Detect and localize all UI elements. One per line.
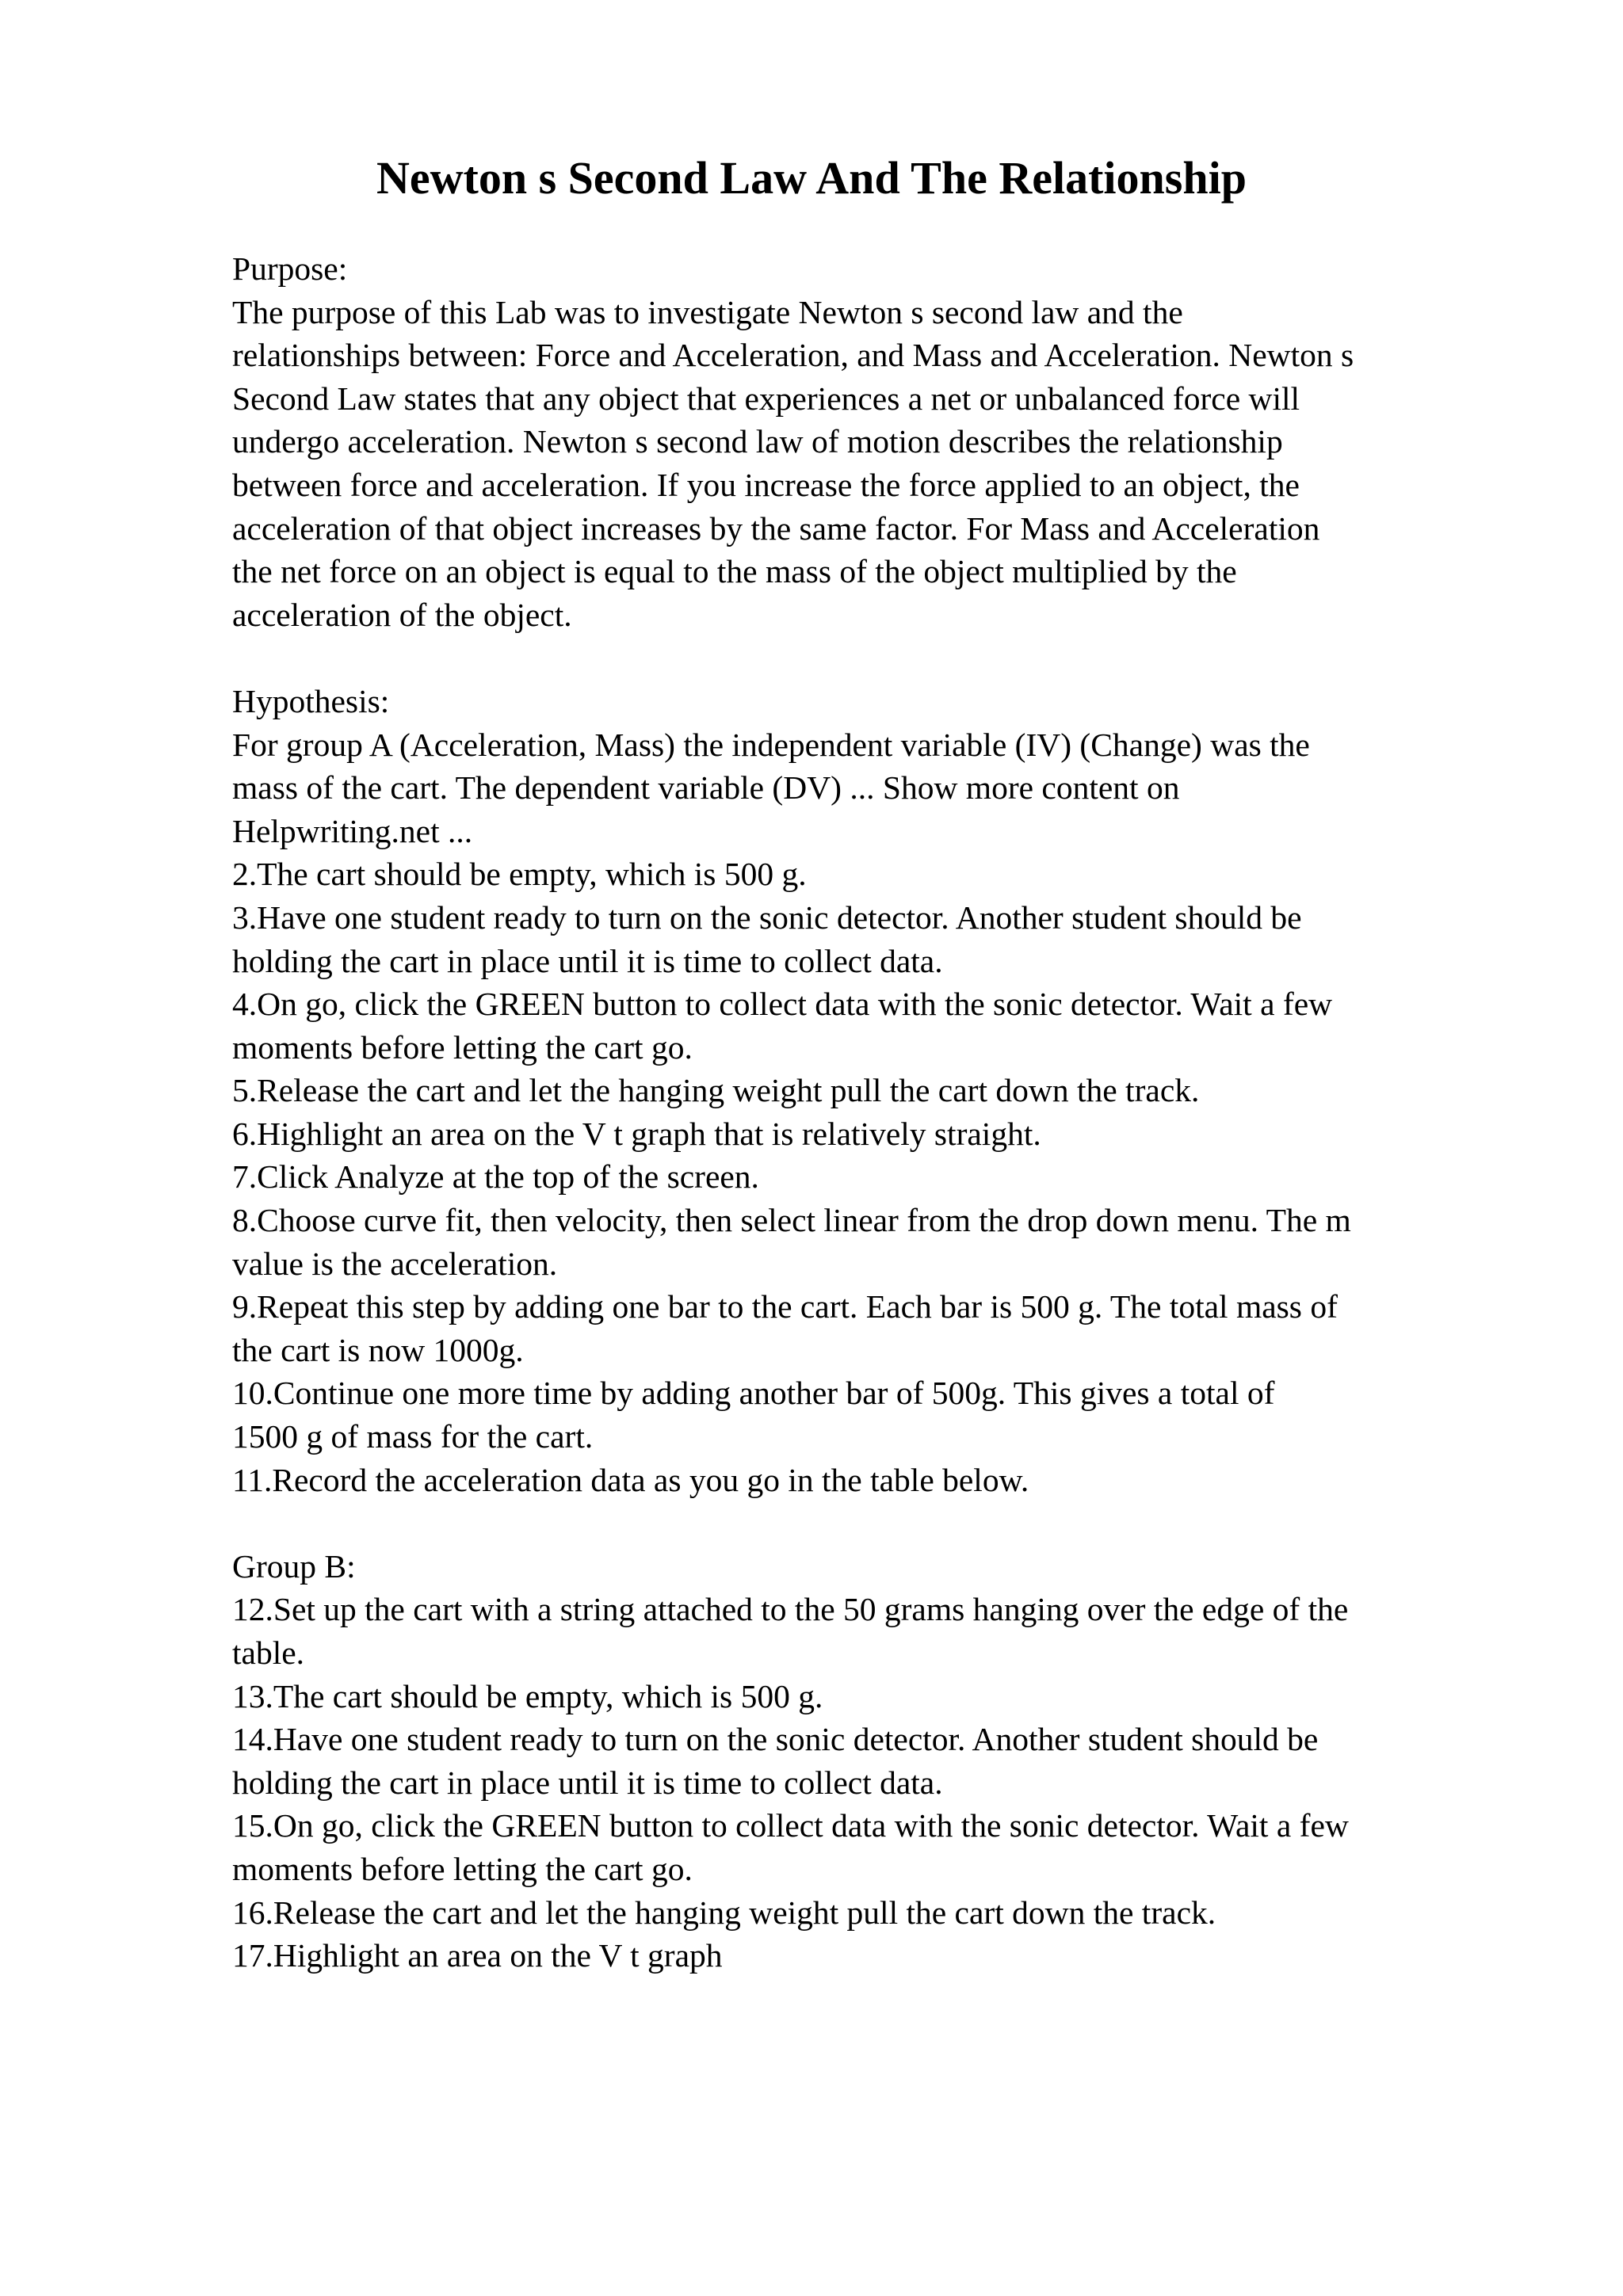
step-line: 15.On go, click the GREEN button to collect data with the sonic detector. Wait a few <box>232 1807 1349 1844</box>
step-line: table. <box>232 1634 305 1671</box>
paragraph-line: acceleration of the object. <box>232 596 572 633</box>
hypothesis-heading: Hypothesis: <box>232 682 390 719</box>
step-line: holding the cart in place until it is time to collect data. <box>232 942 943 979</box>
step-line: 17.Highlight an area on the V t graph <box>232 1937 723 1974</box>
hypothesis-section <box>232 680 1579 1501</box>
step-line: 8.Choose curve fit, then velocity, then select linear from the drop down menu. The m <box>232 1202 1351 1239</box>
paragraph-line: Helpwriting.net ... <box>232 812 473 849</box>
section-spacer <box>232 1501 1579 1545</box>
group-b-heading: Group B: <box>232 1547 356 1585</box>
document-title: Newton s Second Law And The Relationship <box>376 152 1247 204</box>
step-line: 6.Highlight an area on the V t graph that is relatively straight. <box>232 1115 1041 1152</box>
step-line: 3.Have one student ready to turn on the sonic detector. Another student should be <box>232 898 1302 936</box>
paragraph-line: mass of the cart. The dependent variable (DV) ... Show more content on <box>232 769 1180 807</box>
step-line: 10.Continue one more time by adding another bar of 500g. This gives a total of <box>232 1375 1275 1412</box>
section-spacer <box>232 636 1579 680</box>
purpose-section <box>232 247 1579 636</box>
paragraph-line: between force and acceleration. If you increase the force applied to an object, the <box>232 466 1300 503</box>
paragraph-line: Second Law states that any object that experiences a net or unbalanced force will <box>232 379 1300 417</box>
document-body <box>232 247 1579 1978</box>
step-line: moments before letting the cart go. <box>232 1850 693 1887</box>
step-line: 11.Record the acceleration data as you go in the table below. <box>232 1461 1029 1498</box>
step-line: 5.Release the cart and let the hanging weight pull the cart down the track. <box>232 1072 1200 1109</box>
paragraph-line: The purpose of this Lab was to investigate Newton s second law and the <box>232 293 1183 330</box>
step-line: 16.Release the cart and let the hanging weight pull the cart down the track. <box>232 1894 1216 1931</box>
step-line: 12.Set up the cart with a string attached to the 50 grams hanging over the edge of the <box>232 1591 1349 1628</box>
paragraph-line: relationships between: Force and Acceleration, and Mass and Acceleration. Newton s <box>232 337 1354 374</box>
step-line: holding the cart in place until it is time to collect data. <box>232 1764 943 1801</box>
step-line: 2.The cart should be empty, which is 500 g. <box>232 856 807 893</box>
step-line: 13.The cart should be empty, which is 500 g. <box>232 1677 823 1714</box>
step-line: value is the acceleration. <box>232 1245 558 1282</box>
step-line: 1500 g of mass for the cart. <box>232 1418 594 1455</box>
step-line: moments before letting the cart go. <box>232 1028 693 1066</box>
step-line: 7.Click Analyze at the top of the screen. <box>232 1158 759 1196</box>
paragraph-line: acceleration of that object increases by the same factor. For Mass and Acceleration <box>232 509 1320 547</box>
paragraph-line: the net force on an object is equal to the mass of the object multiplied by the <box>232 553 1237 590</box>
paragraph-line: For group A (Acceleration, Mass) the independent variable (IV) (Change) was the <box>232 726 1310 763</box>
paragraph-line: undergo acceleration. Newton s second law of motion describes the relationship <box>232 423 1283 460</box>
step-line: 4.On go, click the GREEN button to collect data with the sonic detector. Wait a few <box>232 986 1333 1023</box>
step-line: the cart is now 1000g. <box>232 1331 524 1368</box>
step-line: 9.Repeat this step by adding one bar to the cart. Each bar is 500 g. The total mass of <box>232 1288 1338 1325</box>
step-line: 14.Have one student ready to turn on the sonic detector. Another student should be <box>232 1721 1319 1758</box>
group-b-section <box>232 1545 1579 1978</box>
purpose-heading: Purpose: <box>232 250 348 287</box>
